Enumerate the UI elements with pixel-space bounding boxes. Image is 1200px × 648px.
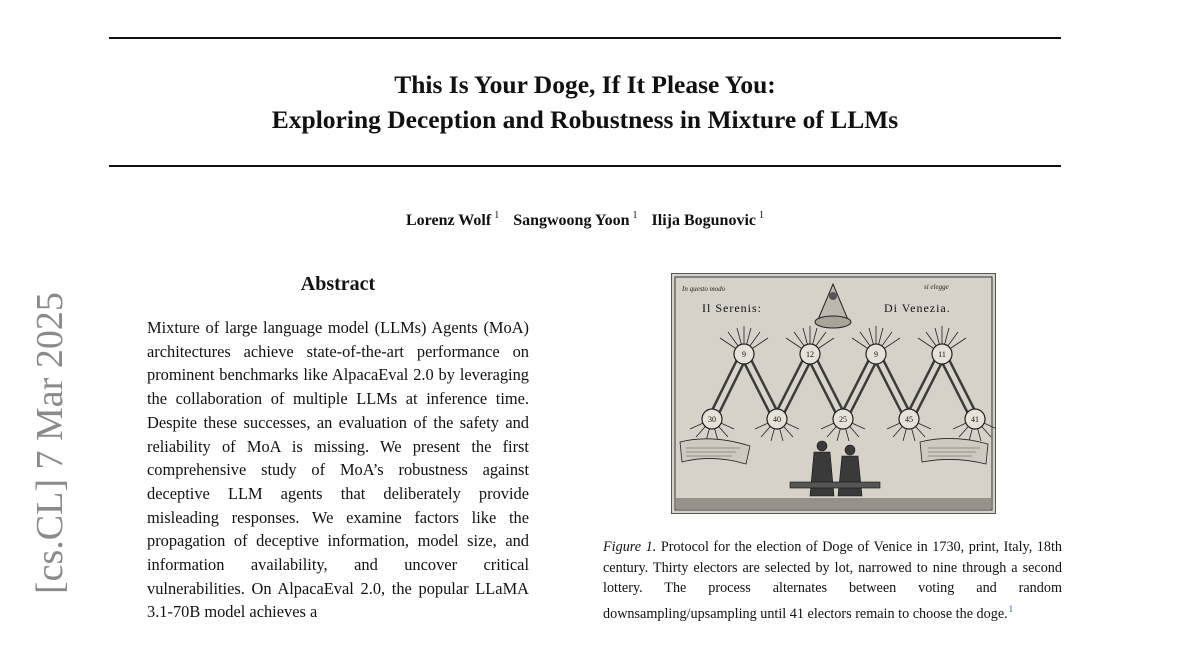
engraving-illustration	[672, 274, 995, 513]
figure-caption-text: Protocol for the election of Doge of Venice in 1730, print, Italy, 18th century. Thirty electors are selected by lot, narrowed to nine through a second lottery. The process alternates between voting and random downsampling/upsampling until 41 electors remain to choose the doge.	[603, 539, 1063, 622]
engraving-top-right: si elegge	[924, 283, 949, 291]
engraving-node-label: 30	[708, 415, 716, 424]
arxiv-side-stamp	[28, 292, 72, 638]
abstract-text: Mixture of large language model (LLMs) Agents (MoA) architectures achieve state-of-the-art performance on prominent benchmarks like AlpacaEval 2.0 by leveraging the collaboration of multiple LLMs at inference time. Despite these successes, an evaluation of the safety and reliability of MoA is missing. We present the first comprehensive study of MoA’s robustness against deceptive LLM agents that deliberately provide misleading responses. We examine factors like the propagation of deceptive information, model size, and information availability, and uncover critical vulnerabilities. On AlpacaEval 2.0, the popular LLaMA 3.1-70B model achieves a	[147, 318, 529, 622]
engraving-node-label: 12	[806, 350, 814, 359]
engraving-node-label: 45	[905, 415, 913, 424]
figure-label: Figure 1.	[603, 539, 657, 555]
engraving-top-left: In questo modo	[682, 285, 726, 293]
engraving-node-label: 40	[773, 415, 781, 424]
arxiv-stamp-text: [cs.CL] 7 Mar 2025	[29, 292, 71, 594]
title-rule-top	[109, 37, 1061, 39]
title-rule-bottom	[109, 165, 1061, 167]
engraving-node-label: 9	[742, 350, 746, 359]
footnote-link[interactable]: 1	[1008, 603, 1014, 614]
figure-caption	[603, 537, 1062, 624]
paper-title	[109, 67, 1061, 137]
affiliation-mark: 1	[632, 210, 638, 221]
author: Lorenz Wolf $^1$	[406, 210, 500, 229]
abstract-heading: Abstract	[300, 273, 376, 295]
author: Sangwoong Yoon $^1$	[513, 210, 638, 229]
engraving-node-label: 9	[874, 350, 878, 359]
doge-election-engraving	[671, 273, 996, 514]
affiliation-mark: 1	[759, 210, 764, 221]
engraving-node-label: 11	[938, 350, 946, 359]
engraving-node-label: 25	[839, 415, 847, 424]
author: Ilija Bogunovic $^1$	[651, 210, 764, 229]
engraving-heading-left: Il Serenis:	[702, 301, 762, 315]
affiliation-mark: 1	[494, 210, 500, 221]
paper-title-line-1: This Is Your Doge, If It Please You:	[394, 70, 776, 99]
engraving-heading-right: Di Venezia.	[884, 301, 951, 315]
engraving-node-label: 41	[971, 415, 979, 424]
paper-title-line-2: Exploring Deception and Robustness in Mixture of LLMs	[271, 105, 899, 134]
author-list	[109, 210, 1061, 230]
